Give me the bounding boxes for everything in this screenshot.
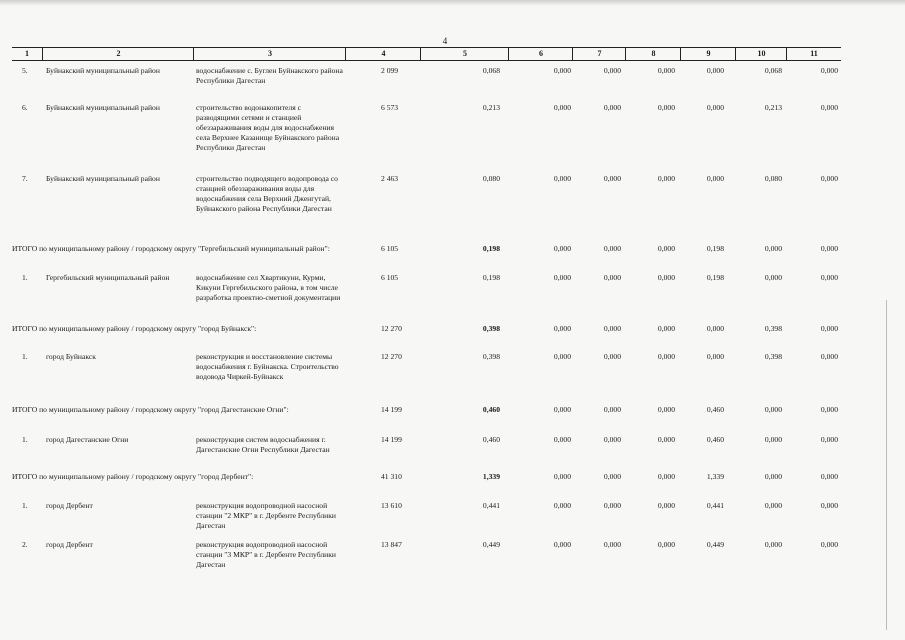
value-c6: 0,000 xyxy=(553,472,571,481)
value-c11: 0,000 xyxy=(820,244,838,253)
value-c11: 0,000 xyxy=(820,472,838,481)
district-name: город Буйнакск xyxy=(46,352,96,361)
value-c6: 0,000 xyxy=(553,273,571,282)
value-c10: 0,000 xyxy=(764,472,782,481)
column-header-5: 5 xyxy=(420,47,509,61)
value-c7: 0,000 xyxy=(603,324,621,333)
value-c6: 0,000 xyxy=(553,501,571,510)
value-c5: 0,198 xyxy=(482,273,500,282)
value-c7: 0,000 xyxy=(603,174,621,183)
value-c8: 0,000 xyxy=(657,472,675,481)
value-c4: 13 847 xyxy=(381,540,402,549)
row-number: 1. xyxy=(22,501,28,510)
value-c8: 0,000 xyxy=(657,66,675,75)
value-c6: 0,000 xyxy=(553,352,571,361)
column-header-7: 7 xyxy=(572,47,626,61)
value-c4: 12 270 xyxy=(381,324,402,333)
value-c11: 0,000 xyxy=(820,352,838,361)
value-c4: 6 105 xyxy=(381,273,399,282)
district-name: город Дагестанские Огни xyxy=(46,435,129,444)
total-label: ИТОГО по муниципальному району / городскому округу "город Буйнакск": xyxy=(12,324,257,333)
row-number: 1. xyxy=(22,352,28,361)
project-description: водоснабжение сел Хвартикуни, Курми, Кикуни Гергебильского района, в том числе разработка проектно-сметной документации xyxy=(196,273,341,302)
value-c11: 0,000 xyxy=(820,324,838,333)
value-c5: 0,068 xyxy=(482,66,500,75)
value-c5: 0,460 xyxy=(482,435,500,444)
total-label: ИТОГО по муниципальному району / городскому округу "город Дербент": xyxy=(12,472,254,481)
value-c11: 0,000 xyxy=(820,435,838,444)
district-name: Гергебильский муниципальный район xyxy=(46,273,170,282)
value-c7: 0,000 xyxy=(603,540,621,549)
value-c11: 0,000 xyxy=(820,174,838,183)
value-c6: 0,000 xyxy=(553,405,571,414)
value-c7: 0,000 xyxy=(603,66,621,75)
value-c8: 0,000 xyxy=(657,435,675,444)
value-c6: 0,000 xyxy=(553,244,571,253)
value-c5: 0,460 xyxy=(482,405,500,414)
value-c11: 0,000 xyxy=(820,540,838,549)
value-c10: 0,080 xyxy=(764,174,782,183)
district-name: Буйнакский муниципальный район xyxy=(46,174,160,183)
value-c5: 0,080 xyxy=(482,174,500,183)
district-name: Буйнакский муниципальный район xyxy=(46,66,160,75)
value-c10: 0,000 xyxy=(764,435,782,444)
column-header-9: 9 xyxy=(680,47,736,61)
scan-edge xyxy=(0,0,905,6)
value-c4: 14 199 xyxy=(381,435,402,444)
total-label: ИТОГО по муниципальному району / городскому округу "Гергебильский муниципальный район": xyxy=(12,244,330,253)
page-number: 4 xyxy=(442,36,448,46)
value-c7: 0,000 xyxy=(603,244,621,253)
value-c9: 0,441 xyxy=(706,501,724,510)
project-description: реконструкция и восстановление системы водоснабжения г. Буйнакска. Строительство водовода Чиркей-Буйнакск xyxy=(196,352,339,381)
value-c4: 6 573 xyxy=(381,103,399,112)
value-c7: 0,000 xyxy=(603,405,621,414)
value-c11: 0,000 xyxy=(820,66,838,75)
district-name: Буйнакский муниципальный район xyxy=(46,103,160,112)
value-c8: 0,000 xyxy=(657,244,675,253)
value-c11: 0,000 xyxy=(820,103,838,112)
row-number: 6. xyxy=(22,103,28,112)
value-c7: 0,000 xyxy=(603,352,621,361)
value-c4: 12 270 xyxy=(381,352,402,361)
column-header-11: 11 xyxy=(786,47,841,61)
column-header-6: 6 xyxy=(508,47,573,61)
value-c9: 0,000 xyxy=(706,103,724,112)
value-c9: 0,000 xyxy=(706,174,724,183)
value-c10: 0,000 xyxy=(764,244,782,253)
value-c7: 0,000 xyxy=(603,435,621,444)
row-number: 7. xyxy=(22,174,28,183)
row-number: 5. xyxy=(22,66,28,75)
project-description: реконструкция водопроводной насосной станции "3 МКР" в г. Дербенте Республики Дагестан xyxy=(196,540,336,569)
value-c6: 0,000 xyxy=(553,66,571,75)
value-c4: 2 099 xyxy=(381,66,399,75)
value-c11: 0,000 xyxy=(820,273,838,282)
value-c8: 0,000 xyxy=(657,273,675,282)
column-header-2: 2 xyxy=(42,47,194,61)
value-c8: 0,000 xyxy=(657,174,675,183)
value-c5: 0,449 xyxy=(482,540,500,549)
value-c10: 0,213 xyxy=(764,103,782,112)
project-description: водоснабжение с. Буглен Буйнакского района Республики Дагестан xyxy=(196,66,343,85)
project-description: строительство водонакопителя с разводящими сетями и станцией обеззараживания воды для водоснабжения села Верхнее Казанище Буйнакского района Республики Дагестан xyxy=(196,103,340,152)
column-header-4: 4 xyxy=(345,47,421,61)
value-c4: 2 463 xyxy=(381,174,399,183)
project-description: реконструкция водопроводной насосной станции "2 МКР" в г. Дербенте Республики Дагестан xyxy=(196,501,336,530)
value-c5: 0,198 xyxy=(482,244,500,253)
value-c6: 0,000 xyxy=(553,103,571,112)
value-c6: 0,000 xyxy=(553,540,571,549)
project-description: реконструкция систем водоснабжения г. Дагестанские Огни Республики Дагестан xyxy=(196,435,330,454)
value-c8: 0,000 xyxy=(657,324,675,333)
value-c5: 1,339 xyxy=(482,472,500,481)
value-c5: 0,398 xyxy=(482,324,500,333)
value-c4: 6 105 xyxy=(381,244,399,253)
value-c5: 0,398 xyxy=(482,352,500,361)
district-name: город Дербент xyxy=(46,540,93,549)
value-c11: 0,000 xyxy=(820,501,838,510)
value-c5: 0,441 xyxy=(482,501,500,510)
value-c10: 0,000 xyxy=(764,540,782,549)
scan-edge-line xyxy=(886,300,887,630)
value-c9: 0,460 xyxy=(706,435,724,444)
value-c9: 1,339 xyxy=(706,472,724,481)
row-number: 1. xyxy=(22,273,28,282)
value-c8: 0,000 xyxy=(657,405,675,414)
project-description: строительство подводящего водопровода со станцией обеззараживания воды для водоснабжения села Верхний Дженгутай, Буйнакского района Республики Дагестан xyxy=(196,174,338,213)
value-c10: 0,000 xyxy=(764,501,782,510)
value-c7: 0,000 xyxy=(603,103,621,112)
row-number: 1. xyxy=(22,435,28,444)
value-c8: 0,000 xyxy=(657,103,675,112)
value-c7: 0,000 xyxy=(603,472,621,481)
row-number: 2. xyxy=(22,540,28,549)
value-c7: 0,000 xyxy=(603,501,621,510)
value-c9: 0,449 xyxy=(706,540,724,549)
value-c10: 0,000 xyxy=(764,405,782,414)
district-name: город Дербент xyxy=(46,501,93,510)
total-label: ИТОГО по муниципальному району / городскому округу "город Дагестанские Огни": xyxy=(12,405,289,414)
value-c9: 0,000 xyxy=(706,324,724,333)
value-c9: 0,000 xyxy=(706,66,724,75)
value-c9: 0,198 xyxy=(706,244,724,253)
value-c8: 0,000 xyxy=(657,501,675,510)
value-c10: 0,398 xyxy=(764,352,782,361)
column-header-10: 10 xyxy=(735,47,787,61)
value-c8: 0,000 xyxy=(657,352,675,361)
value-c6: 0,000 xyxy=(553,174,571,183)
value-c10: 0,398 xyxy=(764,324,782,333)
value-c10: 0,068 xyxy=(764,66,782,75)
value-c8: 0,000 xyxy=(657,540,675,549)
value-c9: 0,000 xyxy=(706,352,724,361)
column-header-8: 8 xyxy=(625,47,681,61)
value-c4: 14 199 xyxy=(381,405,402,414)
value-c9: 0,198 xyxy=(706,273,724,282)
value-c11: 0,000 xyxy=(820,405,838,414)
column-header-1: 1 xyxy=(12,47,42,61)
value-c4: 41 310 xyxy=(381,472,402,481)
value-c6: 0,000 xyxy=(553,324,571,333)
value-c6: 0,000 xyxy=(553,435,571,444)
value-c4: 13 610 xyxy=(381,501,402,510)
value-c10: 0,000 xyxy=(764,273,782,282)
value-c5: 0,213 xyxy=(482,103,500,112)
value-c7: 0,000 xyxy=(603,273,621,282)
value-c9: 0,460 xyxy=(706,405,724,414)
column-header-3: 3 xyxy=(193,47,346,61)
